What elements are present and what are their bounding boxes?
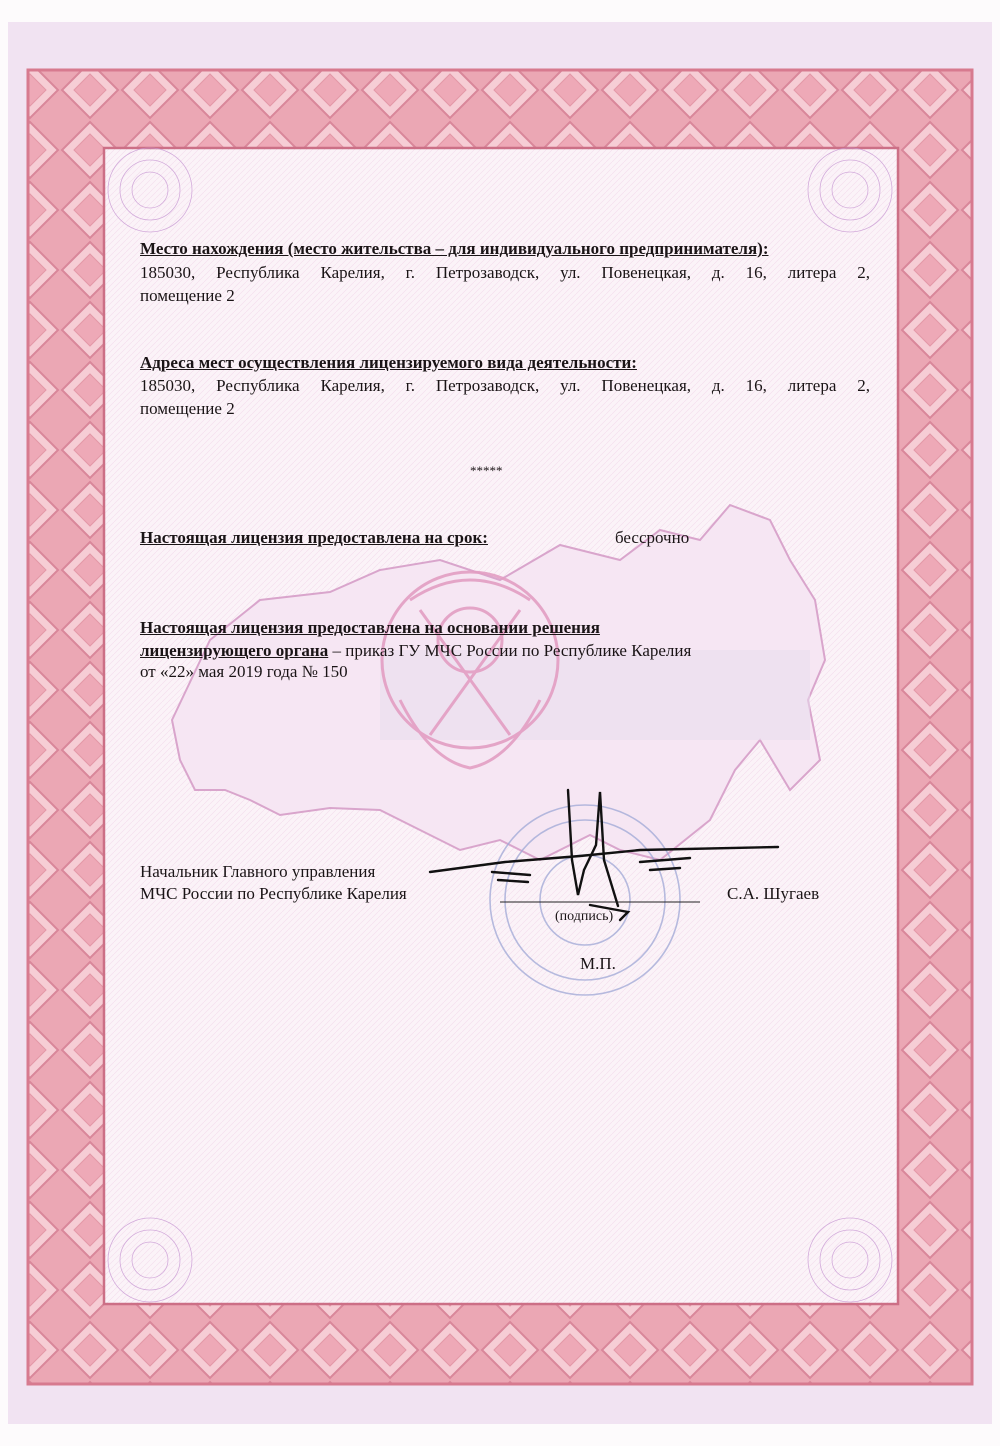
location-heading: Место нахождения (место жительства – для индивидуального предпринимателя):: [140, 239, 769, 258]
activity-address-line2: помещение 2: [140, 399, 235, 418]
location-address-line1: 185030, Республика Карелия, г. Петрозаводск, ул. Повенецкая, д. 16, литера 2,: [140, 263, 870, 282]
basis-order-text: – приказ ГУ МЧС России по Республике Карелия: [328, 641, 692, 660]
term-label: Настоящая лицензия предоставлена на срок:: [140, 528, 488, 547]
activity-addresses-heading: Адреса мест осуществления лицензируемого вида деятельности:: [140, 353, 637, 372]
signature-caption: (подпись): [555, 909, 614, 924]
basis-line2: лицензирующего органа – приказ ГУ МЧС России по Республике Карелия: [140, 641, 692, 660]
basis-heading-line1: Настоящая лицензия предоставлена на основании решения: [140, 618, 600, 637]
signer-name: С.А. Шугаев: [727, 884, 820, 903]
basis-order-date: от «22» мая 2019 года № 150: [140, 662, 348, 681]
term-value: бессрочно: [615, 528, 690, 547]
stamp-place-label: М.П.: [580, 954, 616, 973]
location-address-line2: помещение 2: [140, 286, 235, 305]
activity-address-line1: 185030, Республика Карелия, г. Петрозаводск, ул. Повенецкая, д. 16, литера 2,: [140, 376, 870, 395]
separator: *****: [470, 463, 503, 478]
signer-position-line1: Начальник Главного управления: [140, 862, 376, 881]
signer-position-line2: МЧС России по Республике Карелия: [140, 884, 407, 903]
